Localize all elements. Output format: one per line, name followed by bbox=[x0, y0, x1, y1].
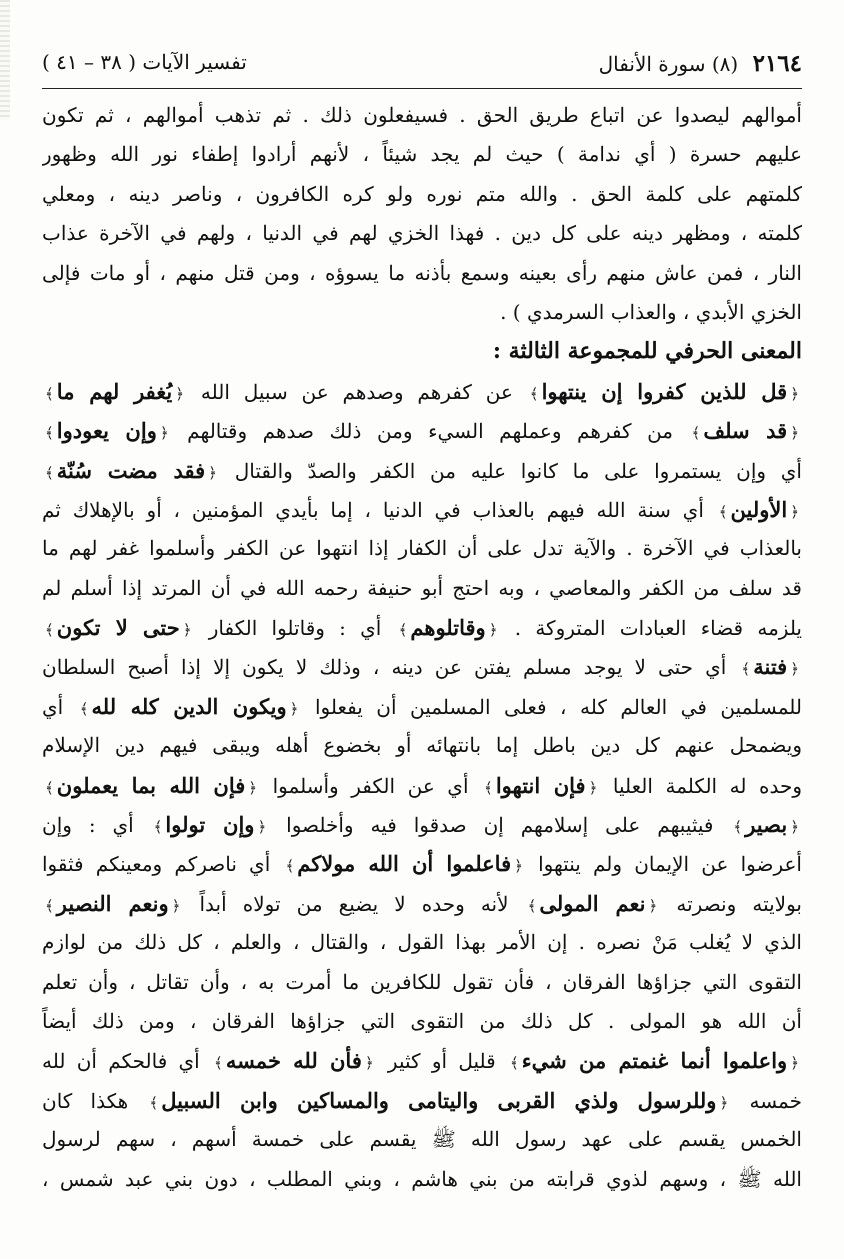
ornate-bracket-open: ﴿ bbox=[488, 621, 498, 640]
ornate-bracket-close: ﴾ bbox=[214, 1054, 223, 1073]
surah-title: (٨) سورة الأنفال bbox=[598, 52, 739, 76]
text-line bbox=[42, 923, 802, 962]
ornate-bracket-open: ﴿ bbox=[514, 857, 523, 876]
ornate-bracket-close: ﴾ bbox=[484, 778, 493, 797]
body-text: أن الله هو المولى . كل ذلك من التقوى التي جزاؤها الفرقان ، ومن ذلك أيضاً bbox=[42, 1008, 802, 1033]
heading-text: المعنى الحرفي للمجموعة الثالثة : bbox=[492, 338, 802, 365]
quran-quote: واعلموا أنما غنمتم من شيء bbox=[521, 1048, 788, 1074]
quran-quote: وإن تولوا bbox=[165, 812, 255, 838]
body-text: خمسه bbox=[731, 1088, 802, 1113]
quran-quote: حتى لا تكون bbox=[56, 615, 180, 641]
text-line bbox=[42, 569, 802, 608]
body-text: وحده له الكلمة العليا bbox=[600, 773, 802, 798]
quran-quote: بصير bbox=[745, 812, 788, 838]
quran-quote: وقاتلوهم bbox=[410, 615, 486, 641]
page-edge-shadow bbox=[0, 0, 10, 120]
quran-quote: وإن يعودوا bbox=[56, 418, 157, 444]
ornate-bracket-open: ﴿ bbox=[289, 699, 299, 718]
quran-quote: الأولين bbox=[730, 496, 788, 522]
running-header bbox=[42, 50, 802, 90]
page-number: ٢١٦٤ bbox=[752, 50, 802, 77]
body-text: أي فالحكم أن لله bbox=[42, 1049, 212, 1074]
text-line bbox=[42, 1120, 802, 1159]
quran-quote: فاعلموا أن الله مولاكم bbox=[297, 851, 512, 877]
ornate-bracket-open: ﴿ bbox=[790, 502, 799, 521]
body-text: قليل أو كثير bbox=[376, 1049, 507, 1074]
header-rule bbox=[42, 88, 802, 89]
text-line bbox=[42, 451, 802, 490]
ornate-bracket-close: ﴾ bbox=[45, 621, 54, 640]
body-text: بالعذاب في الآخرة . والآية تدل على أن الكفار إذا انتهوا عن الكفر وأسلموا غفر لهم ما bbox=[42, 536, 802, 561]
body-text: التقوى التي جزاؤها الفرقان ، فأن تقول للكافرين ما أمرت به ، وأن تقاتل ، وأن تعلم bbox=[42, 969, 802, 994]
ornate-bracket-close: ﴾ bbox=[45, 384, 54, 403]
ornate-bracket-open: ﴿ bbox=[248, 778, 258, 797]
text-line bbox=[42, 1160, 802, 1199]
text-line bbox=[42, 1041, 802, 1080]
ornate-bracket-close: ﴾ bbox=[45, 778, 54, 797]
text-line bbox=[42, 96, 802, 135]
quran-quote: فأن لله خمسه bbox=[225, 1048, 362, 1074]
body-text: أي : وقاتلوا الكفار bbox=[194, 616, 396, 641]
text-line bbox=[42, 766, 802, 805]
text-line bbox=[42, 647, 802, 686]
ornate-bracket-close: ﴾ bbox=[45, 424, 54, 443]
body-text: أي عن الكفر وأسلموا bbox=[260, 773, 482, 798]
body-text: بولايته ونصرته bbox=[660, 891, 802, 916]
quran-quote: فإن الله بما يعملون bbox=[56, 772, 246, 798]
ornate-bracket-open: ﴿ bbox=[790, 818, 799, 837]
body-text: هكذا كان bbox=[42, 1088, 147, 1113]
text-line bbox=[42, 293, 802, 332]
body-text: قد سلف من الكفر والمعاصي ، وبه احتج أبو حنيفة رحمه الله في أن المرتد إذا أسلم لم bbox=[42, 575, 802, 600]
body-text: أي bbox=[42, 694, 77, 719]
body-text: الذي لا يُغلب مَنْ نصره . إن الأمر بهذا القول ، والقتال ، والعلم ، كل ذلك من لوازم bbox=[42, 930, 802, 955]
body-text: أي : وإن bbox=[42, 813, 151, 838]
ornate-bracket-open: ﴿ bbox=[790, 384, 799, 403]
quran-quote: يُغفر لهم ما bbox=[56, 378, 173, 404]
ornate-bracket-close: ﴾ bbox=[527, 896, 537, 915]
ornate-bracket-open: ﴿ bbox=[175, 384, 185, 403]
ornate-bracket-close: ﴾ bbox=[45, 463, 54, 482]
text-line bbox=[42, 726, 802, 765]
quran-quote: نعم المولى bbox=[539, 890, 646, 916]
quran-quote: وللرسول ولذي القربى واليتامى والمساكين وابن السبيل bbox=[161, 1087, 717, 1113]
text-line bbox=[42, 1002, 802, 1041]
body-text: لأنه وحده لا يضيع من تولاه أبداً bbox=[183, 891, 525, 916]
body-text: كلمته ، ومظهر دينه على كل دين . فهذا الخزي لهم في الدنيا ، ولهم في الآخرة عذاب bbox=[42, 221, 802, 246]
ornate-bracket-close: ﴾ bbox=[691, 424, 701, 443]
ornate-bracket-open: ﴿ bbox=[790, 1054, 799, 1073]
ornate-bracket-open: ﴿ bbox=[588, 778, 598, 797]
section-title: تفسير الآيات ( ٣٨ – ٤١ ) bbox=[42, 50, 247, 74]
body-text: الله ﷺ ، وسهم لذوي قرابته من بني هاشم ، وبني المطلب ، دون بني عبد شمس ، bbox=[42, 1166, 802, 1191]
quran-quote: فإن انتهوا bbox=[495, 772, 586, 798]
ornate-bracket-open: ﴿ bbox=[648, 896, 658, 915]
body-text: أي حتى لا يوجد مسلم يفتن عن دينه ، وذلك لا يكون إلا إذا أصبح السلطان bbox=[42, 655, 739, 680]
body-text: للمسلمين في العالم كله ، فعلى المسلمين أن يفعلوا bbox=[301, 694, 802, 719]
text-line bbox=[42, 490, 802, 529]
text-line bbox=[42, 608, 802, 647]
ornate-bracket-close: ﴾ bbox=[398, 621, 408, 640]
ornate-bracket-close: ﴾ bbox=[79, 699, 89, 718]
text-line bbox=[42, 135, 802, 174]
text-line bbox=[42, 372, 802, 411]
text-line bbox=[42, 1081, 802, 1120]
body-text: أي سنة الله فيهم بالعذاب في الدنيا ، إما بأيدي المؤمنين ، أو بالإهلاك ثم bbox=[42, 497, 716, 522]
text-line bbox=[42, 214, 802, 253]
text-line bbox=[42, 529, 802, 568]
body-text: ويضمحل عنهم كل دين باطل إما بانتهائه أو بخضوع أهله ويبقى فيهم دين الإسلام bbox=[42, 733, 802, 758]
body-text: أي ناصركم ومعينكم فثقوا bbox=[42, 852, 283, 877]
text-line bbox=[42, 411, 802, 450]
quran-quote: فتنة bbox=[753, 654, 788, 680]
body-text: الخمس يقسم على عهد رسول الله ﷺ يقسم على خمسة أسهم ، سهم لرسول bbox=[42, 1127, 802, 1152]
ornate-bracket-open: ﴿ bbox=[208, 463, 217, 482]
section-heading bbox=[42, 332, 802, 371]
quran-quote: قل للذين كفروا إن ينتهوا bbox=[541, 378, 788, 404]
ornate-bracket-close: ﴾ bbox=[733, 818, 743, 837]
text-line bbox=[42, 805, 802, 844]
body-text: أعرضوا عن الإيمان ولم ينتهوا bbox=[525, 852, 802, 877]
ornate-bracket-close: ﴾ bbox=[509, 1054, 519, 1073]
ornate-bracket-open: ﴿ bbox=[171, 896, 181, 915]
body-text: عليهم حسرة ( أي ندامة ) حيث لم يجد شيئاً ، لأنهم أرادوا إطفاء نور الله وظهور bbox=[42, 142, 802, 167]
body-text: يلزمه قضاء العبادات المتروكة . bbox=[500, 616, 802, 641]
page-body bbox=[42, 96, 802, 1199]
ornate-bracket-close: ﴾ bbox=[718, 502, 728, 521]
ornate-bracket-open: ﴿ bbox=[257, 818, 267, 837]
body-text: أي وإن يستمروا على ما كانوا عليه من الكفر والصدّ والقتال bbox=[219, 458, 802, 483]
body-text: فيثيبهم على إسلامهم إن صدقوا فيه وأخلصوا bbox=[269, 813, 731, 838]
ornate-bracket-close: ﴾ bbox=[285, 857, 295, 876]
ornate-bracket-open: ﴿ bbox=[719, 1093, 729, 1112]
text-line bbox=[42, 884, 802, 923]
ornate-bracket-open: ﴿ bbox=[159, 424, 169, 443]
ornate-bracket-open: ﴿ bbox=[364, 1054, 374, 1073]
body-text: من كفرهم وعملهم السيء ومن ذلك صدهم وقتالهم bbox=[171, 419, 689, 444]
body-text: أموالهم ليصدوا عن اتباع طريق الحق . فسيفعلون ذلك . ثم تذهب أموالهم ، ثم تكون bbox=[42, 103, 802, 127]
body-text: النار ، فمن عاش منهم رأى بعينه وسمع بأذنه ما يسوؤه ، ومن قتل منهم ، أو مات فإلى bbox=[42, 260, 802, 285]
text-line bbox=[42, 687, 802, 726]
quran-quote: ونعم النصير bbox=[56, 890, 169, 916]
text-line bbox=[42, 963, 802, 1002]
text-line bbox=[42, 254, 802, 293]
ornate-bracket-open: ﴿ bbox=[790, 424, 799, 443]
ornate-bracket-open: ﴿ bbox=[182, 621, 192, 640]
body-text: الخزي الأبدي ، والعذاب السرمدي ) . bbox=[500, 299, 802, 324]
quran-quote: قد سلف bbox=[703, 418, 788, 444]
ornate-bracket-close: ﴾ bbox=[45, 896, 54, 915]
ornate-bracket-open: ﴿ bbox=[790, 660, 799, 679]
ornate-bracket-close: ﴾ bbox=[741, 660, 751, 679]
quran-quote: فقد مضت سُنّة bbox=[56, 457, 206, 483]
ornate-bracket-close: ﴾ bbox=[529, 384, 539, 403]
ornate-bracket-close: ﴾ bbox=[153, 818, 163, 837]
body-text: كلمتهم على كلمة الحق . والله متم نوره ولو كره الكافرون ، وناصر دينه ، ومعلي bbox=[42, 181, 802, 206]
text-line bbox=[42, 175, 802, 214]
quran-quote: ويكون الدين كله لله bbox=[91, 693, 287, 719]
text-line bbox=[42, 844, 802, 883]
body-text: عن كفرهم وصدهم عن سبيل الله bbox=[187, 379, 527, 404]
header-right bbox=[599, 50, 802, 77]
ornate-bracket-close: ﴾ bbox=[149, 1093, 159, 1112]
